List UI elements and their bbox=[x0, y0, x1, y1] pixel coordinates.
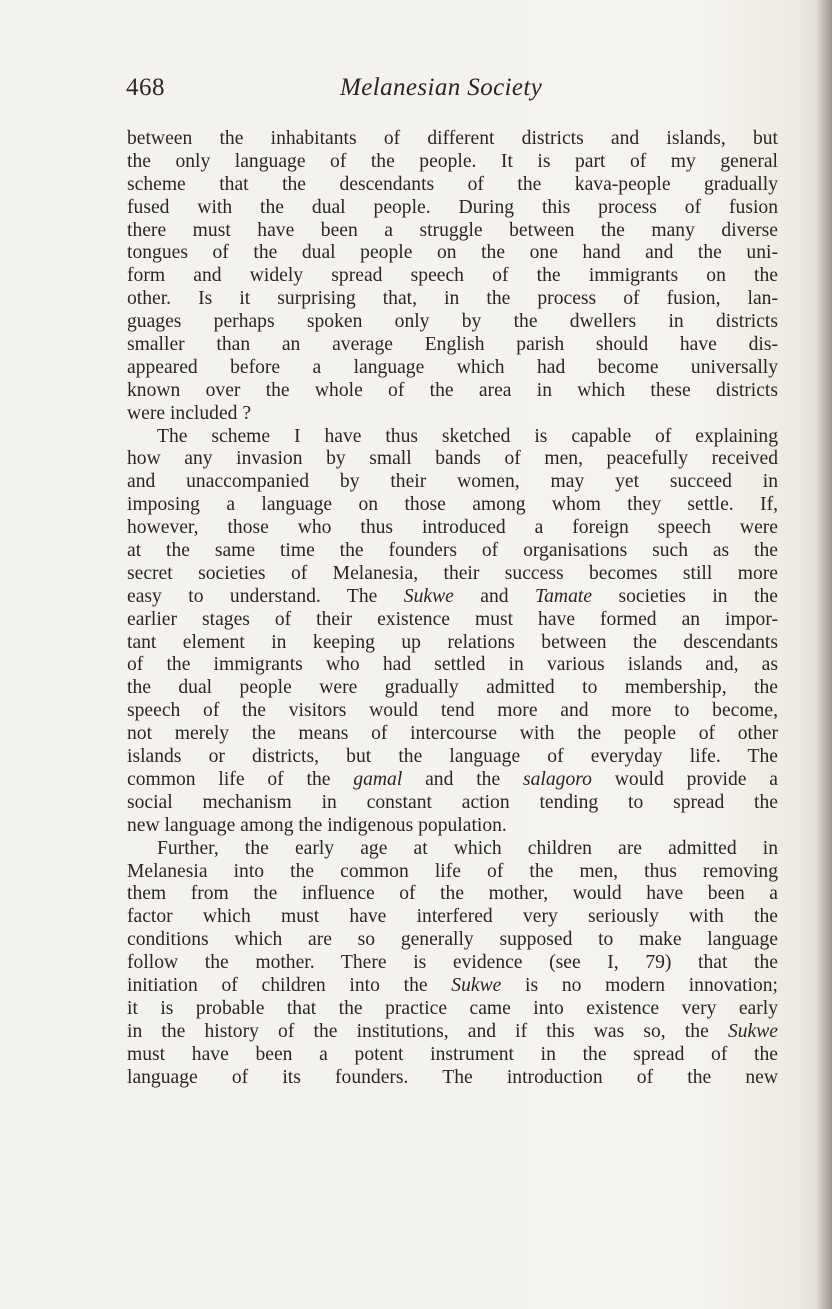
text-line bbox=[127, 1067, 778, 1090]
text-line bbox=[127, 197, 778, 220]
text-line bbox=[127, 334, 778, 357]
text-line bbox=[127, 517, 778, 540]
text-run: other. Is it surprising that, in the process of fusion, lan- bbox=[127, 288, 778, 310]
text-line bbox=[127, 906, 778, 929]
text-line bbox=[127, 723, 778, 746]
text-run: smaller than an average English parish should have dis- bbox=[127, 334, 778, 356]
text-run: there must have been a struggle between the many diverse bbox=[127, 219, 778, 241]
text-run: the dual people were gradually admitted to membership, the bbox=[127, 677, 778, 699]
text-line bbox=[127, 288, 778, 311]
text-run: not merely the means of intercourse with the people of other bbox=[127, 723, 778, 745]
text-run: The scheme I have thus sketched is capable of explaining bbox=[157, 425, 778, 447]
text-run: scheme that the descendants of the kava-people gradually bbox=[127, 173, 778, 195]
page-edge-shadow bbox=[816, 0, 832, 1309]
text-run: Melanesia into the common life of the men, thus removing bbox=[127, 860, 778, 882]
text-run: conditions which are so generally supposed to make language bbox=[127, 929, 778, 951]
text-run: known over the whole of the area in which these districts bbox=[127, 379, 778, 401]
text-run: of the immigrants who had settled in various islands and, as bbox=[127, 654, 778, 676]
text-run: imposing a language on those among whom they settle. If, bbox=[127, 494, 778, 516]
text-line bbox=[127, 426, 778, 449]
text-line bbox=[127, 220, 778, 243]
text-line bbox=[127, 151, 778, 174]
text-line bbox=[127, 357, 778, 380]
text-run: at the same time the founders of organisations such as the bbox=[127, 540, 778, 562]
text-line bbox=[127, 403, 778, 426]
text-line bbox=[127, 952, 778, 975]
text-run: however, those who thus introduced a foreign speech were bbox=[127, 517, 778, 539]
text-run: guages perhaps spoken only by the dwellers in districts bbox=[127, 311, 778, 333]
text-run: and the bbox=[402, 768, 523, 790]
text-line bbox=[127, 563, 778, 586]
text-run: follow the mother. There is evidence (see I, 79) that the bbox=[127, 952, 778, 974]
text-run: were included ? bbox=[127, 402, 252, 424]
text-run: social mechanism in constant action tending to spread the bbox=[127, 791, 778, 813]
text-line bbox=[127, 883, 778, 906]
text-line bbox=[127, 1021, 778, 1044]
text-line bbox=[127, 494, 778, 517]
paragraph bbox=[127, 128, 778, 426]
text-line bbox=[127, 586, 778, 609]
text-line bbox=[127, 998, 778, 1021]
text-run: fused with the dual people. During this process of fusion bbox=[127, 196, 778, 218]
italic-term: Sukwe bbox=[727, 1020, 778, 1042]
text-run: societies in the bbox=[592, 585, 778, 607]
italic-term: Sukwe bbox=[403, 585, 454, 607]
page-header bbox=[126, 74, 778, 110]
text-line bbox=[127, 380, 778, 403]
text-line bbox=[127, 471, 778, 494]
text-line bbox=[127, 929, 778, 952]
text-line bbox=[127, 1044, 778, 1067]
text-run: secret societies of Melanesia, their success becomes still more bbox=[127, 562, 778, 584]
italic-term: salagoro bbox=[523, 768, 592, 790]
paragraph bbox=[127, 838, 778, 1090]
italic-term: Tamate bbox=[535, 585, 593, 607]
text-run: and unaccompanied by their women, may yet succeed in bbox=[127, 471, 778, 493]
text-line bbox=[127, 746, 778, 769]
text-run: form and widely spread speech of the immigrants on the bbox=[127, 265, 778, 287]
text-run: initiation of children into the bbox=[127, 974, 452, 996]
text-run: language of its founders. The introduction of the new bbox=[127, 1066, 778, 1088]
text-line bbox=[127, 815, 778, 838]
italic-term: Sukwe bbox=[451, 974, 502, 996]
text-run: speech of the visitors would tend more and more to become, bbox=[127, 700, 778, 722]
text-run: would provide a bbox=[591, 768, 778, 790]
text-run: them from the influence of the mother, would have been a bbox=[127, 883, 778, 905]
text-run: between the inhabitants of different districts and islands, but bbox=[127, 128, 778, 149]
paragraph bbox=[127, 426, 778, 838]
text-run: appeared before a language which had become universally bbox=[127, 356, 778, 378]
italic-term: gamal bbox=[353, 768, 403, 790]
text-line bbox=[127, 677, 778, 700]
text-run: easy to understand. The bbox=[127, 585, 404, 607]
text-run: new language among the indigenous population. bbox=[127, 814, 507, 836]
text-run: factor which must have interfered very seriously with the bbox=[127, 906, 778, 928]
text-line bbox=[127, 769, 778, 792]
text-line bbox=[127, 700, 778, 723]
text-line bbox=[127, 861, 778, 884]
text-run: in the history of the institutions, and if this was so, the bbox=[127, 1020, 728, 1042]
text-line bbox=[127, 792, 778, 815]
text-run: must have been a potent instrument in the spread of the bbox=[127, 1043, 778, 1065]
text-run: how any invasion by small bands of men, peacefully received bbox=[127, 448, 778, 470]
text-line bbox=[127, 448, 778, 471]
text-run: common life of the bbox=[127, 768, 354, 790]
running-title: Melanesian Society bbox=[340, 74, 543, 101]
text-line bbox=[127, 128, 778, 151]
text-run: islands or districts, but the language of everyday life. The bbox=[127, 746, 778, 768]
text-line bbox=[127, 632, 778, 655]
text-line bbox=[127, 242, 778, 265]
text-run: tant element in keeping up relations between the descendants bbox=[127, 631, 778, 653]
text-line bbox=[127, 838, 778, 861]
text-line bbox=[127, 609, 778, 632]
text-line bbox=[127, 540, 778, 563]
text-run: Further, the early age at which children are admitted in bbox=[157, 837, 778, 859]
text-run: the only language of the people. It is part of my general bbox=[127, 150, 778, 172]
text-line bbox=[127, 174, 778, 197]
text-run: it is probable that the practice came into existence very early bbox=[127, 997, 778, 1019]
page-number: 468 bbox=[126, 74, 165, 101]
text-run: tongues of the dual people on the one hand and the uni- bbox=[127, 242, 778, 264]
text-line bbox=[127, 265, 778, 288]
text-line bbox=[127, 654, 778, 677]
text-run: is no modern innovation; bbox=[501, 974, 778, 996]
text-run: and bbox=[453, 585, 536, 607]
text-line bbox=[127, 311, 778, 334]
text-line bbox=[127, 975, 778, 998]
body-text bbox=[127, 128, 778, 1089]
text-run: earlier stages of their existence must have formed an impor- bbox=[127, 608, 778, 630]
